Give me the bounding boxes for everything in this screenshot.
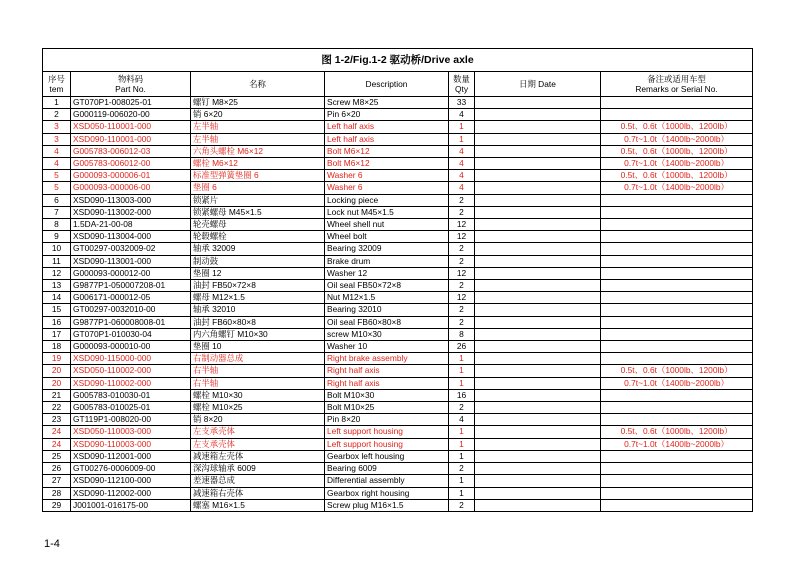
header-date: 日期 Date — [475, 72, 601, 97]
date-cell — [475, 170, 601, 182]
date-cell — [475, 414, 601, 426]
part-number: XSD050-110001-000 — [71, 121, 191, 133]
part-number: G000093-000012-00 — [71, 267, 191, 279]
quantity: 2 — [449, 243, 475, 255]
item-number: 8 — [43, 219, 71, 231]
quantity: 1 — [449, 475, 475, 487]
table-row — [43, 328, 753, 340]
table-row — [43, 353, 753, 365]
part-description: Bolt M6×12 — [325, 158, 449, 170]
item-number: 11 — [43, 255, 71, 267]
remarks — [601, 316, 753, 328]
part-name-cn: 轮壳螺母 — [191, 219, 325, 231]
date-cell — [475, 133, 601, 145]
part-name-cn: 右制动器总成 — [191, 353, 325, 365]
quantity: 2 — [449, 463, 475, 475]
quantity: 33 — [449, 97, 475, 109]
date-cell — [475, 231, 601, 243]
part-name-cn: 减速箱右壳体 — [191, 487, 325, 499]
part-name-cn: 左支承壳体 — [191, 438, 325, 450]
item-number: 7 — [43, 206, 71, 218]
table-row — [43, 304, 753, 316]
part-description: Screw M8×25 — [325, 97, 449, 109]
quantity: 12 — [449, 267, 475, 279]
table-row — [43, 219, 753, 231]
part-description: screw M10×30 — [325, 328, 449, 340]
quantity: 26 — [449, 341, 475, 353]
remarks: 0.7t~1.0t（1400lb~2000lb） — [601, 438, 753, 450]
part-number: G005783-010030-01 — [71, 389, 191, 401]
quantity: 2 — [449, 402, 475, 414]
part-description: Washer 10 — [325, 341, 449, 353]
remarks: 0.5t、0.6t（1000lb、1200lb） — [601, 121, 753, 133]
part-number: G000119-006020-00 — [71, 109, 191, 121]
part-number: XSD090-110003-000 — [71, 438, 191, 450]
remarks: 0.5t、0.6t（1000lb、1200lb） — [601, 426, 753, 438]
remarks: 0.5t、0.6t（1000lb、1200lb） — [601, 365, 753, 377]
item-number: 23 — [43, 414, 71, 426]
item-number: 2 — [43, 109, 71, 121]
quantity: 2 — [449, 206, 475, 218]
part-description: Washer 6 — [325, 182, 449, 194]
quantity: 1 — [449, 426, 475, 438]
quantity: 1 — [449, 487, 475, 499]
part-name-cn: 螺塞 M16×1.5 — [191, 499, 325, 511]
item-number: 10 — [43, 243, 71, 255]
table-row — [43, 292, 753, 304]
item-number: 3 — [43, 133, 71, 145]
date-cell — [475, 158, 601, 170]
header-description: Description — [325, 72, 449, 97]
quantity: 2 — [449, 304, 475, 316]
date-cell — [475, 97, 601, 109]
date-cell — [475, 426, 601, 438]
quantity: 4 — [449, 182, 475, 194]
date-cell — [475, 341, 601, 353]
date-cell — [475, 145, 601, 157]
item-number: 5 — [43, 182, 71, 194]
date-cell — [475, 292, 601, 304]
table-title: 图 1-2/Fig.1-2 驱动桥/Drive axle — [43, 49, 753, 72]
item-number: 25 — [43, 450, 71, 462]
quantity: 4 — [449, 158, 475, 170]
part-name-cn: 垫圈 10 — [191, 341, 325, 353]
remarks — [601, 109, 753, 121]
item-number: 6 — [43, 194, 71, 206]
item-number: 29 — [43, 499, 71, 511]
date-cell — [475, 280, 601, 292]
quantity: 4 — [449, 414, 475, 426]
part-description: Pin 8×20 — [325, 414, 449, 426]
part-name-cn: 螺栓 M10×25 — [191, 402, 325, 414]
table-row — [43, 267, 753, 279]
remarks — [601, 304, 753, 316]
part-name-cn: 螺母 M12×1.5 — [191, 292, 325, 304]
part-name-cn: 右半轴 — [191, 377, 325, 389]
part-number: XSD090-112100-000 — [71, 475, 191, 487]
table-row — [43, 475, 753, 487]
item-number: 20 — [43, 377, 71, 389]
part-name-cn: 销 6×20 — [191, 109, 325, 121]
remarks — [601, 328, 753, 340]
part-name-cn: 标准型弹簧垫圈 6 — [191, 170, 325, 182]
item-number: 28 — [43, 487, 71, 499]
remarks — [601, 450, 753, 462]
part-name-cn: 锁紧螺母 M45×1.5 — [191, 206, 325, 218]
date-cell — [475, 463, 601, 475]
part-number: XSD090-112001-000 — [71, 450, 191, 462]
header-row — [43, 72, 753, 97]
part-description: Oil seal FB60×80×8 — [325, 316, 449, 328]
part-name-cn: 销 8×20 — [191, 414, 325, 426]
table-row — [43, 109, 753, 121]
part-description: Wheel bolt — [325, 231, 449, 243]
table-row — [43, 133, 753, 145]
quantity: 1 — [449, 365, 475, 377]
remarks — [601, 463, 753, 475]
part-name-cn: 左支承壳体 — [191, 426, 325, 438]
part-description: Bearing 32010 — [325, 304, 449, 316]
remarks: 0.7t~1.0t（1400lb~2000lb） — [601, 377, 753, 389]
part-description: Left half axis — [325, 121, 449, 133]
table-row — [43, 341, 753, 353]
quantity: 2 — [449, 316, 475, 328]
part-number: G000093-000010-00 — [71, 341, 191, 353]
part-number: G005783-010025-01 — [71, 402, 191, 414]
part-name-cn: 油封 FB60×80×8 — [191, 316, 325, 328]
part-description: Left half axis — [325, 133, 449, 145]
part-number: XSD090-113001-000 — [71, 255, 191, 267]
part-number: XSD050-110003-000 — [71, 426, 191, 438]
part-number: XSD090-112002-000 — [71, 487, 191, 499]
part-name-cn: 内六角螺钉 M10×30 — [191, 328, 325, 340]
quantity: 2 — [449, 280, 475, 292]
item-number: 16 — [43, 316, 71, 328]
item-number: 21 — [43, 389, 71, 401]
table-row — [43, 377, 753, 389]
part-number: GT070P1-008025-01 — [71, 97, 191, 109]
part-number: G9877P1-050007208-01 — [71, 280, 191, 292]
date-cell — [475, 219, 601, 231]
page-number: 1-4 — [44, 538, 60, 550]
part-description: Left support housing — [325, 438, 449, 450]
part-description: Pin 6×20 — [325, 109, 449, 121]
remarks — [601, 194, 753, 206]
item-number: 14 — [43, 292, 71, 304]
part-name-cn: 油封 FB50×72×8 — [191, 280, 325, 292]
item-number: 24 — [43, 438, 71, 450]
part-description: Nut M12×1.5 — [325, 292, 449, 304]
remarks — [601, 487, 753, 499]
part-number: GT119P1-008020-00 — [71, 414, 191, 426]
quantity: 1 — [449, 450, 475, 462]
item-number: 4 — [43, 145, 71, 157]
remarks — [601, 219, 753, 231]
part-description: Washer 6 — [325, 170, 449, 182]
part-description: Bearing 32009 — [325, 243, 449, 255]
part-description: Washer 12 — [325, 267, 449, 279]
table-row — [43, 97, 753, 109]
quantity: 1 — [449, 133, 475, 145]
header-seq: 序号 tem — [43, 72, 71, 97]
remarks — [601, 231, 753, 243]
remarks: 0.7t~1.0t（1400lb~2000lb） — [601, 158, 753, 170]
part-name-cn: 右半轴 — [191, 365, 325, 377]
remarks — [601, 475, 753, 487]
table-row — [43, 206, 753, 218]
part-description: Bearing 6009 — [325, 463, 449, 475]
part-number: GT00297-0032009-02 — [71, 243, 191, 255]
part-name-cn: 轮毂螺栓 — [191, 231, 325, 243]
item-number: 20 — [43, 365, 71, 377]
parts-list-sheet — [42, 48, 752, 512]
date-cell — [475, 304, 601, 316]
quantity: 1 — [449, 353, 475, 365]
remarks — [601, 267, 753, 279]
part-description: Brake drum — [325, 255, 449, 267]
part-description: Bolt M6×12 — [325, 145, 449, 157]
quantity: 12 — [449, 219, 475, 231]
date-cell — [475, 194, 601, 206]
remarks — [601, 341, 753, 353]
part-number: XSD090-110002-000 — [71, 377, 191, 389]
part-name-cn: 锁紧片 — [191, 194, 325, 206]
table-row — [43, 499, 753, 511]
date-cell — [475, 487, 601, 499]
remarks: 0.5t、0.6t（1000lb、1200lb） — [601, 145, 753, 157]
quantity: 4 — [449, 170, 475, 182]
date-cell — [475, 450, 601, 462]
quantity: 2 — [449, 499, 475, 511]
quantity: 2 — [449, 194, 475, 206]
part-number: G005783-006012-00 — [71, 158, 191, 170]
date-cell — [475, 377, 601, 389]
table-row — [43, 316, 753, 328]
table-row — [43, 158, 753, 170]
date-cell — [475, 182, 601, 194]
remarks: 0.7t~1.0t（1400lb~2000lb） — [601, 133, 753, 145]
part-name-cn: 差速器总成 — [191, 475, 325, 487]
part-description: Right brake assembly — [325, 353, 449, 365]
part-description: Right half axis — [325, 365, 449, 377]
table-row — [43, 438, 753, 450]
date-cell — [475, 475, 601, 487]
table-row — [43, 414, 753, 426]
item-number: 18 — [43, 341, 71, 353]
part-number: XSD090-113003-000 — [71, 194, 191, 206]
item-number: 17 — [43, 328, 71, 340]
header-remarks: 备注或适用车型 Remarks or Serial No. — [601, 72, 753, 97]
part-description: Right half axis — [325, 377, 449, 389]
part-description: Locking piece — [325, 194, 449, 206]
remarks — [601, 499, 753, 511]
date-cell — [475, 389, 601, 401]
part-number: G005783-006012-03 — [71, 145, 191, 157]
table-row — [43, 450, 753, 462]
part-number: J001001-016175-00 — [71, 499, 191, 511]
quantity: 12 — [449, 292, 475, 304]
remarks — [601, 280, 753, 292]
item-number: 1 — [43, 97, 71, 109]
remarks — [601, 243, 753, 255]
remarks — [601, 206, 753, 218]
remarks — [601, 414, 753, 426]
remarks — [601, 353, 753, 365]
quantity: 12 — [449, 231, 475, 243]
table-row — [43, 426, 753, 438]
table-row — [43, 182, 753, 194]
date-cell — [475, 267, 601, 279]
quantity: 1 — [449, 377, 475, 389]
remarks — [601, 292, 753, 304]
date-cell — [475, 206, 601, 218]
part-name-cn: 轴承 32010 — [191, 304, 325, 316]
remarks — [601, 389, 753, 401]
part-number: G000093-000006-01 — [71, 170, 191, 182]
part-name-cn: 左半轴 — [191, 121, 325, 133]
part-name-cn: 轴承 32009 — [191, 243, 325, 255]
date-cell — [475, 353, 601, 365]
part-description: Bolt M10×30 — [325, 389, 449, 401]
date-cell — [475, 243, 601, 255]
item-number: 15 — [43, 304, 71, 316]
part-number: XSD050-110002-000 — [71, 365, 191, 377]
table-row — [43, 231, 753, 243]
quantity: 1 — [449, 121, 475, 133]
header-part-no: 物料码 Part No. — [71, 72, 191, 97]
quantity: 8 — [449, 328, 475, 340]
parts-table — [42, 48, 753, 512]
part-description: Differential assembly — [325, 475, 449, 487]
part-number: GT00276-0006009-00 — [71, 463, 191, 475]
item-number: 4 — [43, 158, 71, 170]
part-number: XSD090-113004-000 — [71, 231, 191, 243]
item-number: 9 — [43, 231, 71, 243]
item-number: 24 — [43, 426, 71, 438]
item-number: 26 — [43, 463, 71, 475]
quantity: 4 — [449, 109, 475, 121]
quantity: 4 — [449, 145, 475, 157]
part-number: XSD090-115000-000 — [71, 353, 191, 365]
part-name-cn: 螺栓 M6×12 — [191, 158, 325, 170]
part-number: GT00297-0032010-00 — [71, 304, 191, 316]
part-number: 1.5DA-21-00-08 — [71, 219, 191, 231]
remarks: 0.7t~1.0t（1400lb~2000lb） — [601, 182, 753, 194]
item-number: 27 — [43, 475, 71, 487]
part-number: G006171-000012-05 — [71, 292, 191, 304]
table-row — [43, 121, 753, 133]
part-number: G9877P1-060008008-01 — [71, 316, 191, 328]
item-number: 22 — [43, 402, 71, 414]
quantity: 16 — [449, 389, 475, 401]
date-cell — [475, 316, 601, 328]
table-row — [43, 280, 753, 292]
part-name-cn: 左半轴 — [191, 133, 325, 145]
part-description: Oil seal FB50×72×8 — [325, 280, 449, 292]
table-row — [43, 402, 753, 414]
part-name-cn: 深沟球轴承 6009 — [191, 463, 325, 475]
table-row — [43, 463, 753, 475]
part-description: Gearbox right housing — [325, 487, 449, 499]
date-cell — [475, 365, 601, 377]
part-name-cn: 垫圈 6 — [191, 182, 325, 194]
part-description: Lock nut M45×1.5 — [325, 206, 449, 218]
item-number: 13 — [43, 280, 71, 292]
table-row — [43, 145, 753, 157]
part-description: Gearbox left housing — [325, 450, 449, 462]
part-number: XSD090-113002-000 — [71, 206, 191, 218]
item-number: 5 — [43, 170, 71, 182]
date-cell — [475, 328, 601, 340]
part-number: XSD090-110001-000 — [71, 133, 191, 145]
table-row — [43, 194, 753, 206]
part-description: Left support housing — [325, 426, 449, 438]
part-name-cn: 制动鼓 — [191, 255, 325, 267]
part-number: GT070P1-010030-04 — [71, 328, 191, 340]
table-row — [43, 365, 753, 377]
table-row — [43, 389, 753, 401]
table-row — [43, 170, 753, 182]
date-cell — [475, 255, 601, 267]
item-number: 3 — [43, 121, 71, 133]
part-name-cn: 垫圈 12 — [191, 267, 325, 279]
remarks: 0.5t、0.6t（1000lb、1200lb） — [601, 170, 753, 182]
date-cell — [475, 109, 601, 121]
part-name-cn: 六角头螺栓 M6×12 — [191, 145, 325, 157]
quantity: 1 — [449, 438, 475, 450]
table-row — [43, 487, 753, 499]
date-cell — [475, 402, 601, 414]
header-qty: 数量 Qty — [449, 72, 475, 97]
part-number: G000093-000006-00 — [71, 182, 191, 194]
date-cell — [475, 499, 601, 511]
header-name: 名称 — [191, 72, 325, 97]
table-row — [43, 243, 753, 255]
quantity: 2 — [449, 255, 475, 267]
table-row — [43, 255, 753, 267]
part-description: Wheel shell nut — [325, 219, 449, 231]
part-name-cn: 螺栓 M10×30 — [191, 389, 325, 401]
part-name-cn: 减速箱左壳体 — [191, 450, 325, 462]
item-number: 12 — [43, 267, 71, 279]
part-name-cn: 螺钉 M8×25 — [191, 97, 325, 109]
remarks — [601, 97, 753, 109]
remarks — [601, 255, 753, 267]
part-description: Screw plug M16×1.5 — [325, 499, 449, 511]
part-description: Bolt M10×25 — [325, 402, 449, 414]
date-cell — [475, 438, 601, 450]
parts-rows — [43, 97, 753, 512]
item-number: 19 — [43, 353, 71, 365]
date-cell — [475, 121, 601, 133]
remarks — [601, 402, 753, 414]
